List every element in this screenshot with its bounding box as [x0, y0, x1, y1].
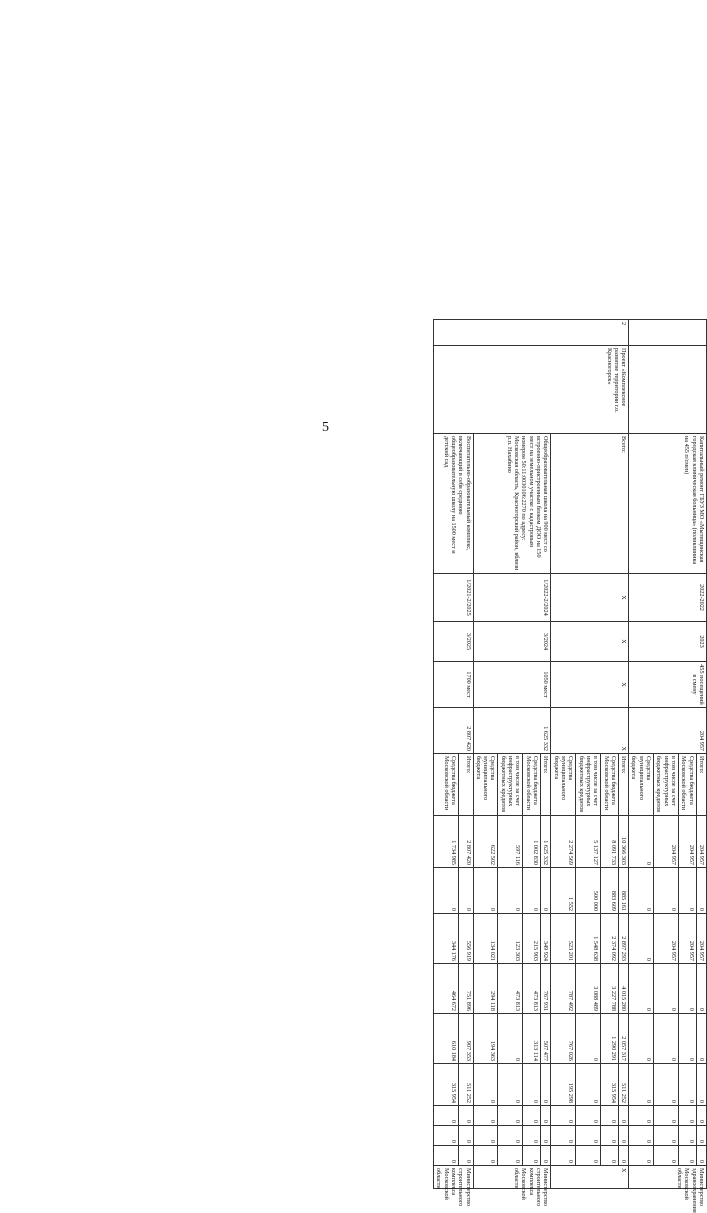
value-cell: 0 — [696, 1064, 706, 1106]
value-cell: 0 — [498, 1146, 523, 1166]
years-cell: 1/2022-2/2024 — [473, 574, 551, 622]
value-cell: 1 002 830 — [523, 816, 541, 868]
value-cell: 134 021 — [473, 914, 498, 964]
customer-cell: Министерство строительного комплекса Московской области — [434, 1166, 474, 1189]
value-cell: 315 954 — [434, 1064, 459, 1106]
value-cell: 0 — [629, 1014, 654, 1064]
value-cell: 0 — [541, 868, 551, 914]
value-cell: 0 — [458, 868, 473, 914]
value-cell: 622 502 — [473, 816, 498, 868]
value-cell: 0 — [473, 1126, 498, 1146]
value-cell: 0 — [679, 1064, 697, 1106]
funding-source-cell: Итого: — [618, 754, 628, 816]
value-cell: 0 — [696, 868, 706, 914]
funding-source-cell: Итого: — [696, 754, 706, 816]
funding-source-cell: Средства бюджета Московской области — [601, 754, 619, 816]
value-cell: 5 137 127 — [576, 816, 601, 868]
value-cell: 0 — [629, 1106, 654, 1126]
table-row — [541, 320, 551, 1189]
value-cell: 464 672 — [434, 964, 459, 1014]
value-cell: 0 — [498, 1126, 523, 1146]
table-row — [696, 320, 706, 1189]
value-cell: 0 — [498, 1014, 523, 1064]
rotated-table-page — [71, 319, 707, 1213]
funding-source-cell: Средства муниципального бюджета — [629, 754, 654, 816]
value-cell: 767 931 — [541, 964, 551, 1014]
value-cell: 0 — [601, 1106, 619, 1126]
value-cell: 0 — [654, 1106, 679, 1126]
value-cell: 0 — [629, 964, 654, 1014]
value-cell: 0 — [696, 1146, 706, 1166]
value-cell: 0 — [696, 1126, 706, 1146]
number-cell — [629, 320, 707, 346]
value-cell: 0 — [679, 1146, 697, 1166]
value-cell: 0 — [434, 1106, 459, 1126]
value-cell: 0 — [654, 1126, 679, 1146]
value-cell: 523 201 — [551, 914, 576, 964]
value-cell: 215 903 — [523, 914, 541, 964]
value-cell: 0 — [629, 868, 654, 914]
value-cell: 0 — [629, 1146, 654, 1166]
years-cell: Х — [551, 574, 629, 622]
value-cell: 1 290 291 — [601, 1014, 619, 1064]
value-cell: 349 924 — [541, 914, 551, 964]
commission-cell: 2023 — [629, 622, 707, 662]
value-cell: 0 — [654, 1014, 679, 1064]
value-cell: 0 — [629, 1064, 654, 1106]
value-cell: 1 548 638 — [576, 914, 601, 964]
value-cell: 0 — [434, 1126, 459, 1146]
value-cell: 0 — [498, 1106, 523, 1126]
value-cell: 507 477 — [541, 1014, 551, 1064]
value-cell: 610 184 — [434, 1014, 459, 1064]
value-cell: 473 813 — [523, 964, 541, 1014]
object-name-cell: Воспитательно-образовательный комплекс, включающий в себя среднюю общеобразовательную школу на 1500 мест и детский сад — [434, 434, 474, 574]
value-cell: 0 — [458, 1106, 473, 1126]
value-cell: 0 — [601, 1126, 619, 1146]
funding-source-cell: в том числе за счет инфраструктурных бюджетных кредитов — [654, 754, 679, 816]
value-cell: 0 — [654, 868, 679, 914]
value-cell: 123 303 — [498, 914, 523, 964]
value-cell: 0 — [629, 816, 654, 868]
value-cell: 0 — [458, 1126, 473, 1146]
cost-cell: Х — [551, 708, 629, 754]
value-cell: 204 957 — [696, 816, 706, 868]
value-cell: 0 — [679, 964, 697, 1014]
value-cell: 195 298 — [551, 1064, 576, 1106]
value-cell: 0 — [629, 914, 654, 964]
value-cell: 2 374 092 — [601, 914, 619, 964]
customer-cell: Министерство здравоохранения Московской области — [629, 1166, 707, 1189]
object-name-cell: Капитальный ремонт ГБУЗ МО «Мытищинская городская клиническая больница» (поликлиника на 455 п/смен) — [629, 434, 707, 574]
capacity-cell: 1700 мест — [434, 662, 474, 708]
capacity-cell: 1050 мест — [473, 662, 551, 708]
value-cell: 0 — [654, 964, 679, 1014]
value-cell: 0 — [551, 1106, 576, 1126]
value-cell: 787 492 — [551, 964, 576, 1014]
value-cell: 0 — [601, 1146, 619, 1166]
value-cell: 0 — [618, 1146, 628, 1166]
value-cell: 0 — [473, 1064, 498, 1106]
value-cell: 883 609 — [601, 868, 619, 914]
value-cell: 1 625 332 — [541, 816, 551, 868]
value-cell: 511 252 — [458, 1064, 473, 1106]
value-cell: 473 813 — [498, 964, 523, 1014]
value-cell: 10 366 303 — [618, 816, 628, 868]
budget-table — [433, 319, 707, 1213]
cost-cell: 204 957 — [629, 708, 707, 754]
value-cell: 204 957 — [696, 914, 706, 964]
value-cell: 0 — [498, 1064, 523, 1106]
value-cell: 0 — [679, 868, 697, 914]
cost-cell: 2 807 420 — [434, 708, 474, 754]
funding-source-cell: в том числе за счет инфраструктурных бюджетных кредитов — [576, 754, 601, 816]
value-cell: 0 — [679, 1126, 697, 1146]
value-cell: 0 — [541, 1064, 551, 1106]
value-cell: 344 176 — [434, 914, 459, 964]
value-cell: 0 — [473, 868, 498, 914]
value-cell: 2 057 317 — [618, 1014, 628, 1064]
project-cell: Проект «Комплексное развитие территории г.о. Красногорск» — [434, 346, 629, 434]
value-cell: 0 — [473, 1146, 498, 1166]
value-cell: 511 252 — [618, 1064, 628, 1106]
value-cell: 0 — [696, 964, 706, 1014]
funding-source-cell: Итого: — [541, 754, 551, 816]
years-cell: 1/2021-2/2025 — [434, 574, 474, 622]
value-cell: 751 896 — [458, 964, 473, 1014]
value-cell: 767 026 — [551, 1014, 576, 1064]
value-cell: 0 — [498, 868, 523, 914]
commission-cell: 3/2024 — [473, 622, 551, 662]
table-row — [618, 320, 628, 1189]
table-body — [434, 320, 707, 1213]
value-cell: 194 363 — [473, 1014, 498, 1064]
customer-cell: Министерство строительного комплекса Московской области — [473, 1166, 551, 1189]
value-cell: 2 807 420 — [458, 816, 473, 868]
value-cell: 0 — [576, 1106, 601, 1126]
value-cell: 0 — [523, 1146, 541, 1166]
value-cell: 0 — [576, 1146, 601, 1166]
value-cell: 0 — [679, 1106, 697, 1126]
value-cell: 2 274 569 — [551, 816, 576, 868]
value-cell: 0 — [434, 1146, 459, 1166]
value-cell: 0 — [458, 1146, 473, 1166]
value-cell: 315 954 — [601, 1064, 619, 1106]
value-cell: 0 — [473, 1106, 498, 1126]
value-cell: 0 — [541, 1146, 551, 1166]
value-cell: 0 — [523, 868, 541, 914]
value-cell: 0 — [696, 1106, 706, 1126]
funding-source-cell: Средства муниципального бюджета — [551, 754, 576, 816]
value-cell: 907 353 — [458, 1014, 473, 1064]
value-cell: 0 — [629, 1126, 654, 1146]
value-cell: 1 734 985 — [434, 816, 459, 868]
value-cell: 0 — [541, 1126, 551, 1146]
value-cell: 0 — [696, 1014, 706, 1064]
value-cell: 3 088 489 — [576, 964, 601, 1014]
value-cell: 0 — [654, 1146, 679, 1166]
value-cell: 0 — [618, 1126, 628, 1146]
object-name-cell: Всего: — [551, 434, 629, 574]
number-cell: 2 — [434, 320, 629, 346]
value-cell: 885 161 — [618, 868, 628, 914]
funding-source-cell: Средства бюджета Московской области — [434, 754, 459, 816]
value-cell: 0 — [551, 1146, 576, 1166]
value-cell: 0 — [679, 1014, 697, 1064]
page-number: 5 — [322, 420, 329, 435]
value-cell: 0 — [654, 1064, 679, 1106]
years-cell: 2022-2022 — [629, 574, 707, 622]
value-cell: 0 — [576, 1126, 601, 1146]
value-cell: 313 114 — [523, 1014, 541, 1064]
value-cell: 500 000 — [576, 868, 601, 914]
customer-cell: Х — [551, 1166, 629, 1189]
value-cell: 204 957 — [679, 914, 697, 964]
value-cell: 0 — [434, 868, 459, 914]
value-cell: 204 957 — [654, 816, 679, 868]
funding-source-cell: Итого: — [458, 754, 473, 816]
value-cell: 204 957 — [679, 816, 697, 868]
value-cell: 556 919 — [458, 914, 473, 964]
table-row — [458, 320, 473, 1189]
value-cell: 0 — [576, 1014, 601, 1064]
commission-cell: 3/2025 — [434, 622, 474, 662]
value-cell: 0 — [576, 1064, 601, 1106]
commission-cell: Х — [551, 622, 629, 662]
value-cell: 0 — [523, 1126, 541, 1146]
value-cell: 294 118 — [473, 964, 498, 1014]
value-cell: 2 897 293 — [618, 914, 628, 964]
object-name-cell: Общеобразовательная школа на 900 мест со встроенно-пристроенным блоком ДОО на 150 мест на земельном участке с кадастровым номером 50:11:0030106:2270 по адресу: Московская область, Красногорский район, вблизи р.п. Нахабино — [473, 434, 551, 574]
value-cell: 0 — [551, 1126, 576, 1146]
value-cell: 1 552 — [551, 868, 576, 914]
value-cell: 0 — [618, 1106, 628, 1126]
project-cell — [629, 346, 707, 434]
cost-cell: 1 625 332 — [473, 708, 551, 754]
value-cell: 3 227 788 — [601, 964, 619, 1014]
capacity-cell: 455 посещений в смену — [629, 662, 707, 708]
value-cell: 0 — [541, 1106, 551, 1126]
value-cell: 0 — [523, 1064, 541, 1106]
value-cell: 0 — [523, 1106, 541, 1126]
capacity-cell: Х — [551, 662, 629, 708]
value-cell: 4 015 280 — [618, 964, 628, 1014]
value-cell: 8 091 733 — [601, 816, 619, 868]
value-cell: 597 116 — [498, 816, 523, 868]
funding-source-cell: Средства бюджета Московской области — [523, 754, 541, 816]
value-cell: 204 957 — [654, 914, 679, 964]
funding-source-cell: Средства муниципального бюджета — [473, 754, 498, 816]
funding-source-cell: в том числе за счет инфраструктурных бюджетных кредитов — [498, 754, 523, 816]
funding-source-cell: Средства бюджета Московской области — [679, 754, 697, 816]
